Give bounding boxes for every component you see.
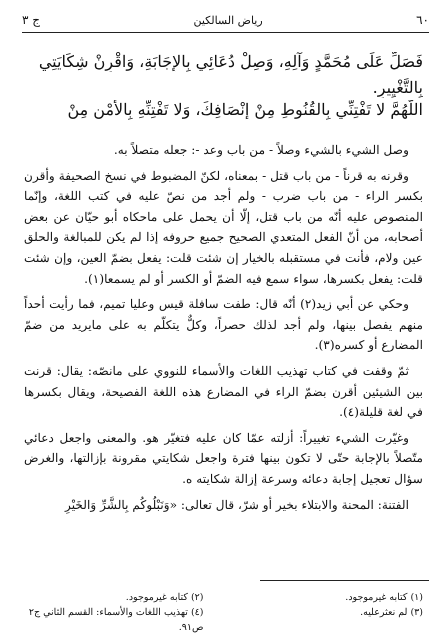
- footnote-2: (٢) كتابه غيرموجود.: [125, 592, 204, 603]
- footnote-divider: [260, 580, 429, 581]
- commentary-paragraph: وغيّرت الشيء تغييراً: أزلته عمّا كان عليه فتغيّر هو. والمعنى واجعل دعائي متّصلاً بالإجابة حتّى لا تكون بينها فترة واجعل شكايتي مقرونة بإزالتها، والغرض سؤال تعجيل إجابة دعائه وسرعة إزالة شكايته ه.: [24, 430, 423, 486]
- commentary-paragraph: وقرنه به قرناً - من باب قتل - بمعناه، لكنّ المضبوط في نسخ الصحيفة وأقرن بكسر الراء - من باب ضرب - ولم أجد من نصّ عليه في كتب اللغة، وإنّما المنصوص عليه أنّه من باب قتل، إلّا أن يحمل على ماحكاه أبو حيّان عن بعض أصحابه، من أنّ الفعل المتعدي الصحيح جميع حروفه إذا لم يكن للمبالغة والحلق عين ولام، فأنت في مستقبله بالخيار إن شئت قلت: يفعل بضمّ العين، وإن شئت قلت: يفعل بكسرها، سواء سمع فيه الضمّ أو الكسر أو لم يسمعا(١).: [24, 168, 423, 286]
- commentary-paragraph: الفتنة: المحنة والابتلاء بخير أو شرّ، قال تعالى: «وَنَبْلُوكُم بِالشَّرِّ وَالخَيْرِ: [64, 497, 409, 512]
- page-header: [22, 10, 429, 30]
- footnote-3: (٣) لم نعثرعليه.: [360, 607, 423, 618]
- footnote-4: (٤) تهذيب اللغات والأسماء: القسم الثاني ج٢ ص٩١.: [28, 607, 204, 633]
- supplication-line-2: بِالتَّغْيِيرِ.: [372, 78, 423, 97]
- supplication-line-1: فَصَلِّ عَلَى مُحَمَّدٍ وَآلِهِ، وَصِلْ دُعَائِي بِالإِجَابَةِ، وَاقْرِنْ شِكَايَتِي: [38, 52, 423, 71]
- footnote-row: [24, 605, 423, 635]
- commentary-paragraph: وحكي عن أبي زيد(٢) أنّه قال: طفت سافلة قيس وعليا تميم، فما رأيت أحداً منهم يفصل بينها، ولم أجد لذلك حصراً، وكلٌّ يتكلّم به على مايريد من ضمّ المضارع أو كسره(٣).: [24, 297, 423, 353]
- volume-label: ج ٣: [22, 13, 41, 27]
- commentary-body: [24, 140, 423, 520]
- supplication-line-3: اللّهُمَّ لا تَفْتِنِّي بِالقُنُوطِ مِنْ إِنْصَافِكَ، وَلا تَفْتِنِّهِ بِالأَمْنِ مِنْ: [67, 100, 423, 119]
- footnotes: [24, 590, 423, 635]
- commentary-paragraph: وصل الشيء بالشيء وصلاً - من باب وعد -: جعله متصلاً به.: [113, 143, 409, 157]
- page-number: ٦٠: [416, 13, 429, 27]
- book-title: رياض السالكين: [193, 13, 263, 27]
- footnote-row: [24, 590, 423, 605]
- header-divider: [22, 32, 429, 33]
- footnote-1: (١) كتابه غيرموجود.: [345, 592, 423, 603]
- commentary-paragraph: ثمّ وقفت في كتاب تهذيب اللغات والأسماء للنووي على مانصّه: يقال: قرنت بين الشيئين أقرن بضمّ الراء في المضارع هذه اللغة الفصيحة، ويقال بكسرها في لغة قليلة(٤).: [24, 363, 423, 420]
